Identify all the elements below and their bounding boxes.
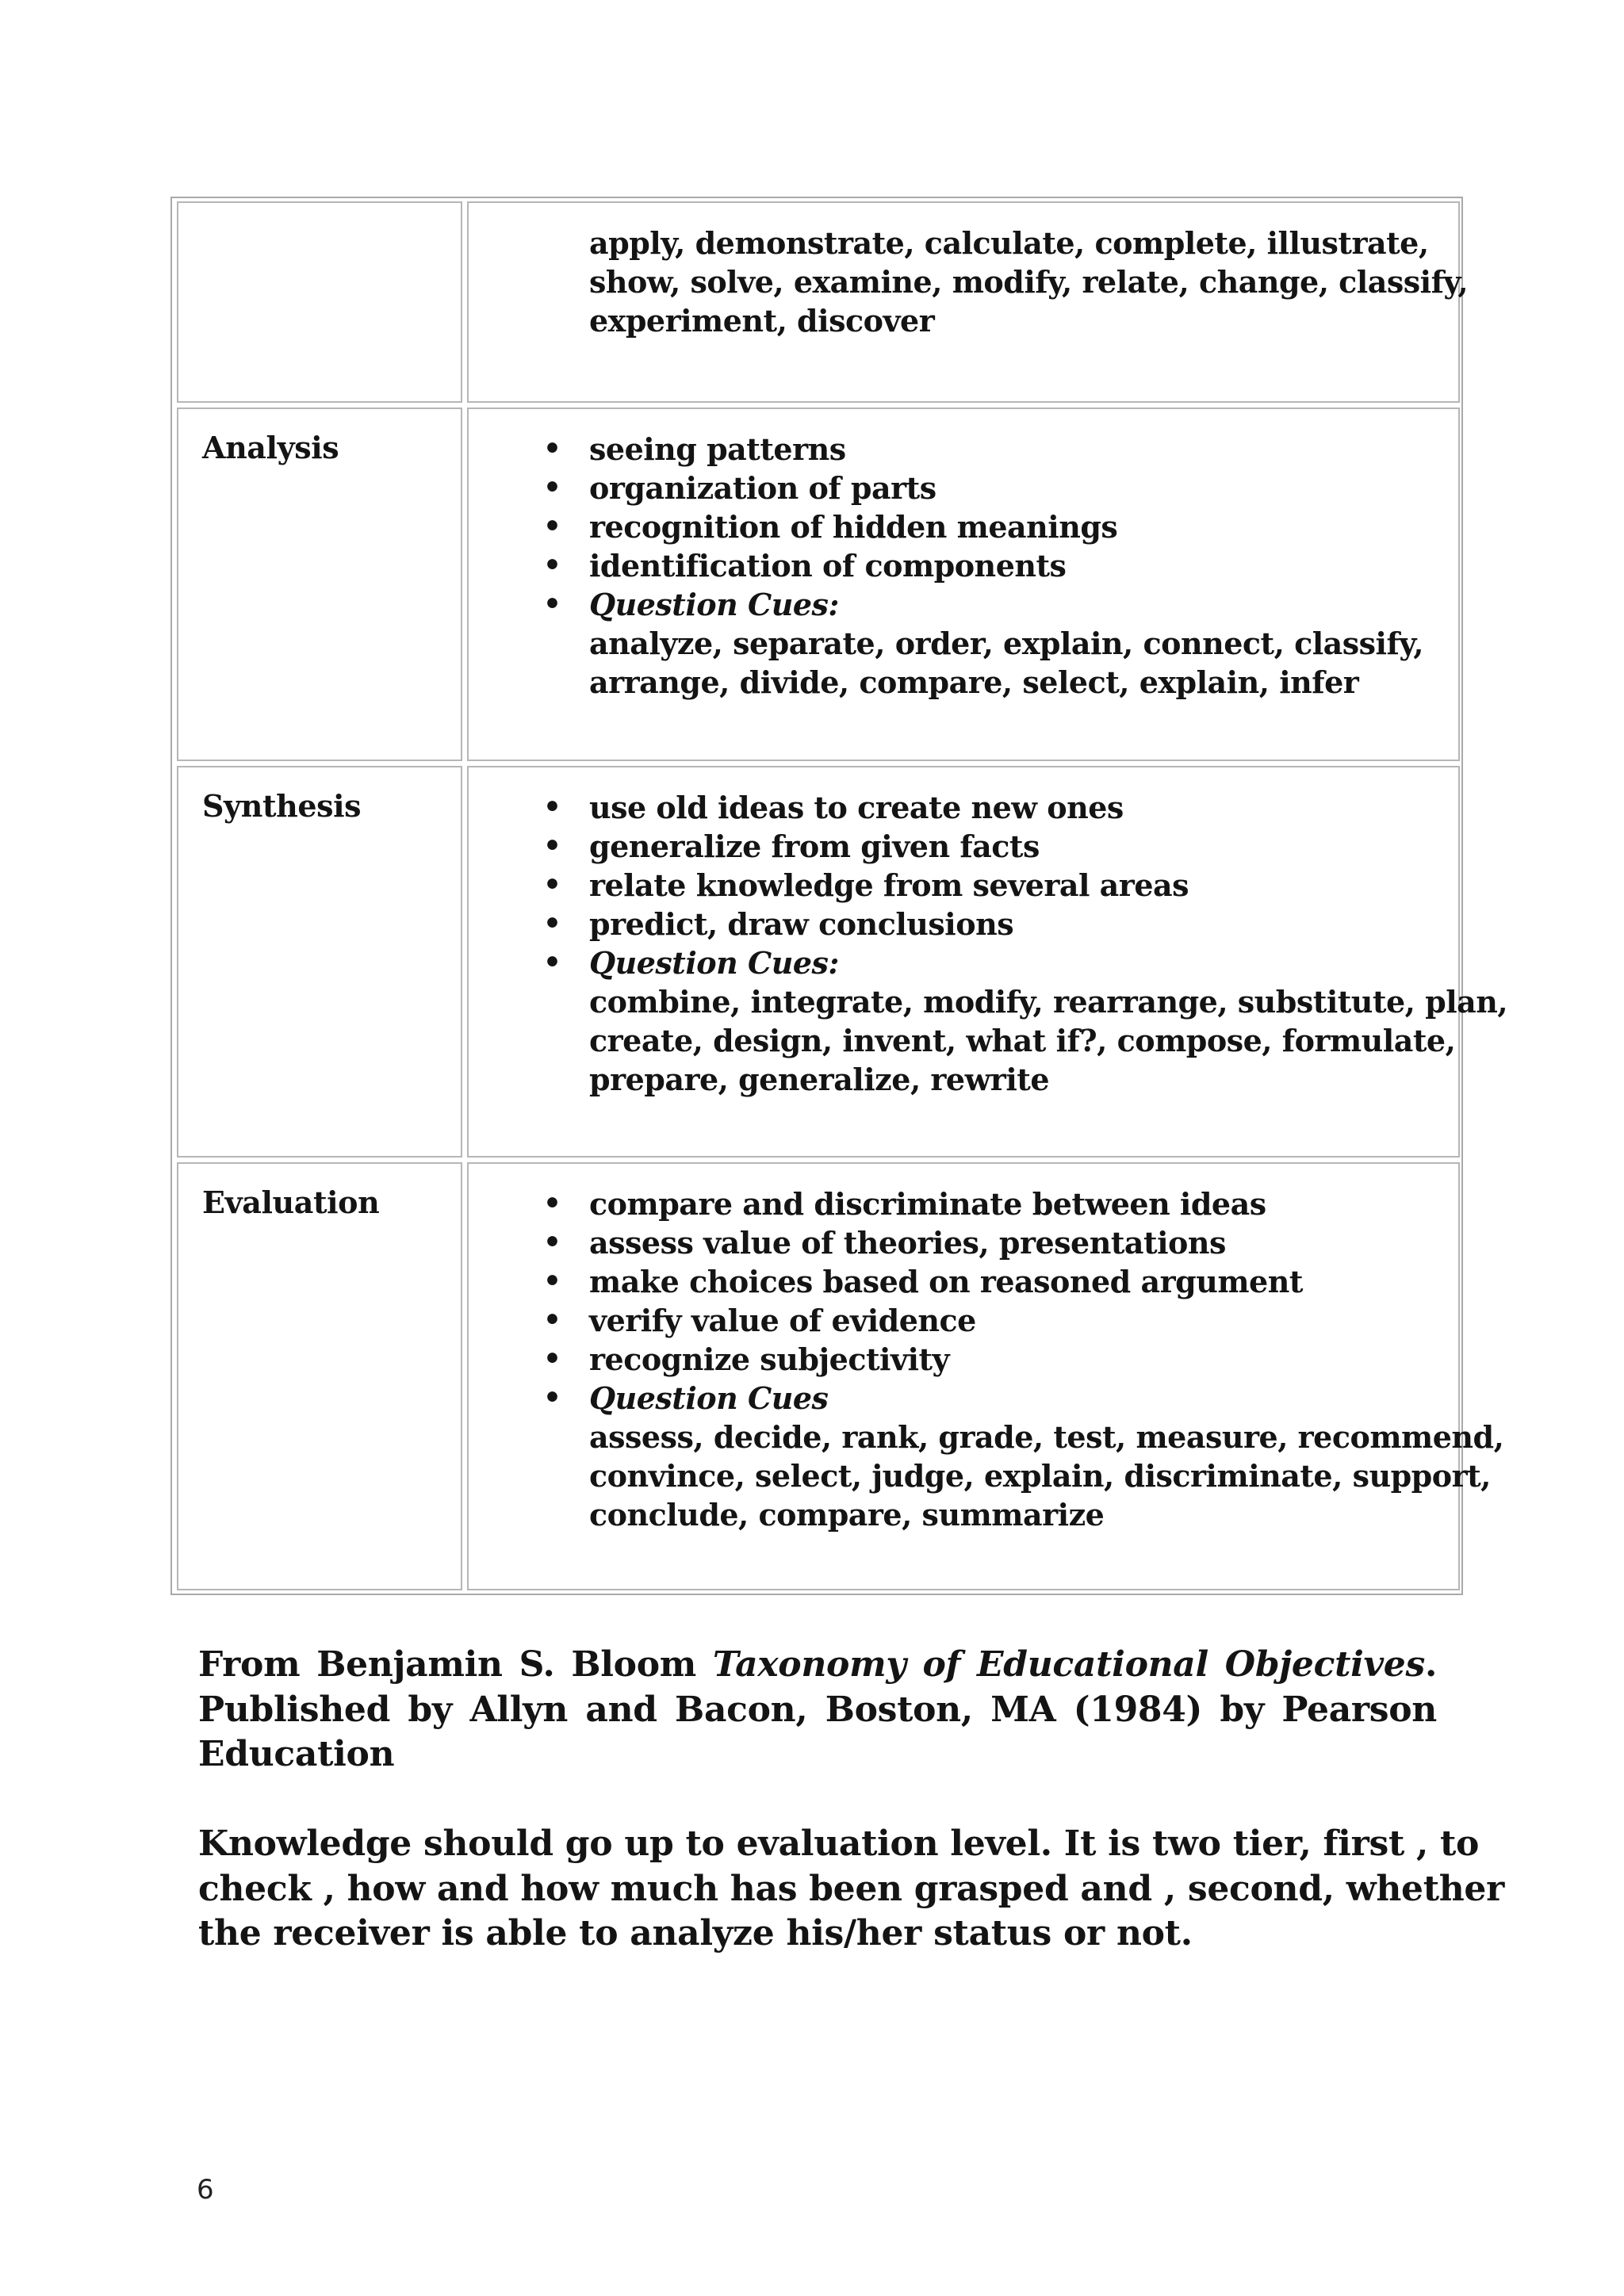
- note-line-2: check , how and how much has been grasped and , second, whether: [198, 1868, 1504, 1909]
- bloom-taxonomy-table: [170, 197, 1508, 1595]
- bullet-item: • identification of components: [589, 546, 1446, 585]
- cue-text-line: assess, decide, rank, grade, test, measure, recommend,: [589, 1419, 1504, 1455]
- description-cell-analysis: [467, 408, 1460, 761]
- bullet-item: • assess value of theories, presentations: [589, 1223, 1446, 1262]
- bullet-item: • use old ideas to create new ones: [589, 788, 1446, 827]
- source-period: .: [1424, 1644, 1438, 1685]
- cue-text-line: arrange, divide, compare, select, explain, infer: [589, 664, 1359, 700]
- bullet-item: • seeing patterns: [589, 430, 1446, 469]
- level-cell: [177, 201, 462, 403]
- source-citation: [198, 1643, 1437, 1777]
- cue-text-line: combine, integrate, modify, rearrange, substitute, plan,: [589, 984, 1508, 1020]
- bullet-item: • Question Cues:: [589, 585, 1446, 624]
- source-line-2: Published by Allyn and Bacon, Boston, MA (1984) by Pearson: [198, 1689, 1437, 1730]
- source-author: From Benjamin S. Bloom: [198, 1644, 697, 1685]
- cue-text-line: show, solve, examine, modify, relate, change, classify,: [589, 264, 1469, 300]
- bullet-item: • Question Cues:: [589, 943, 1446, 982]
- source-book-title: Taxonomy of Educational Objectives: [712, 1644, 1425, 1685]
- description-lines: [589, 430, 1446, 702]
- cue-text-line: prepare, generalize, rewrite: [589, 1062, 1049, 1097]
- description-cell-evaluation: [467, 1162, 1504, 1590]
- description-lines: [589, 224, 1469, 340]
- level-label: Evaluation: [202, 1184, 380, 1220]
- bullet-item: • verify value of evidence: [589, 1301, 1446, 1340]
- description-cell-synthesis: [467, 766, 1508, 1158]
- bullet-item: • make choices based on reasoned argument: [589, 1262, 1446, 1301]
- page-number: 6: [197, 2174, 214, 2206]
- bullet-item: • recognize subjectivity: [589, 1340, 1446, 1379]
- cue-text-line: apply, demonstrate, calculate, complete, illustrate,: [589, 225, 1429, 261]
- cue-text-line: create, design, invent, what if?, compose, formulate,: [589, 1023, 1456, 1058]
- level-cell-evaluation: [177, 1162, 462, 1590]
- note-line-1: Knowledge should go up to evaluation level. It is two tier, first , to: [198, 1823, 1480, 1864]
- level-label: Analysis: [202, 430, 339, 465]
- note-line-3: the receiver is able to analyze his/her status or not.: [198, 1913, 1193, 1954]
- knowledge-note: [198, 1822, 1504, 1957]
- description-lines: [589, 788, 1508, 1099]
- cue-text-line: convince, select, judge, explain, discriminate, support,: [589, 1458, 1491, 1494]
- level-cell-analysis: [177, 408, 462, 761]
- bullet-item: • Question Cues: [589, 1379, 1446, 1418]
- cue-text-line: analyze, separate, order, explain, connect, classify,: [589, 626, 1424, 661]
- bullet-item: • recognition of hidden meanings: [589, 507, 1446, 546]
- cue-text-line: experiment, discover: [589, 303, 935, 339]
- source-line-3: Education: [198, 1734, 395, 1774]
- bullet-item: • compare and discriminate between ideas: [589, 1184, 1446, 1223]
- bullet-item: • generalize from given facts: [589, 827, 1446, 866]
- level-label: Synthesis: [202, 788, 362, 824]
- bullet-item: • relate knowledge from several areas: [589, 866, 1446, 905]
- level-cell-synthesis: [177, 766, 462, 1158]
- bullet-item: • predict, draw conclusions: [589, 905, 1446, 943]
- source-line-1: [198, 1643, 1437, 1688]
- description-lines: [589, 1184, 1504, 1534]
- description-cell: [467, 201, 1469, 403]
- cue-text-line: conclude, compare, summarize: [589, 1497, 1105, 1533]
- bullet-item: • organization of parts: [589, 469, 1446, 507]
